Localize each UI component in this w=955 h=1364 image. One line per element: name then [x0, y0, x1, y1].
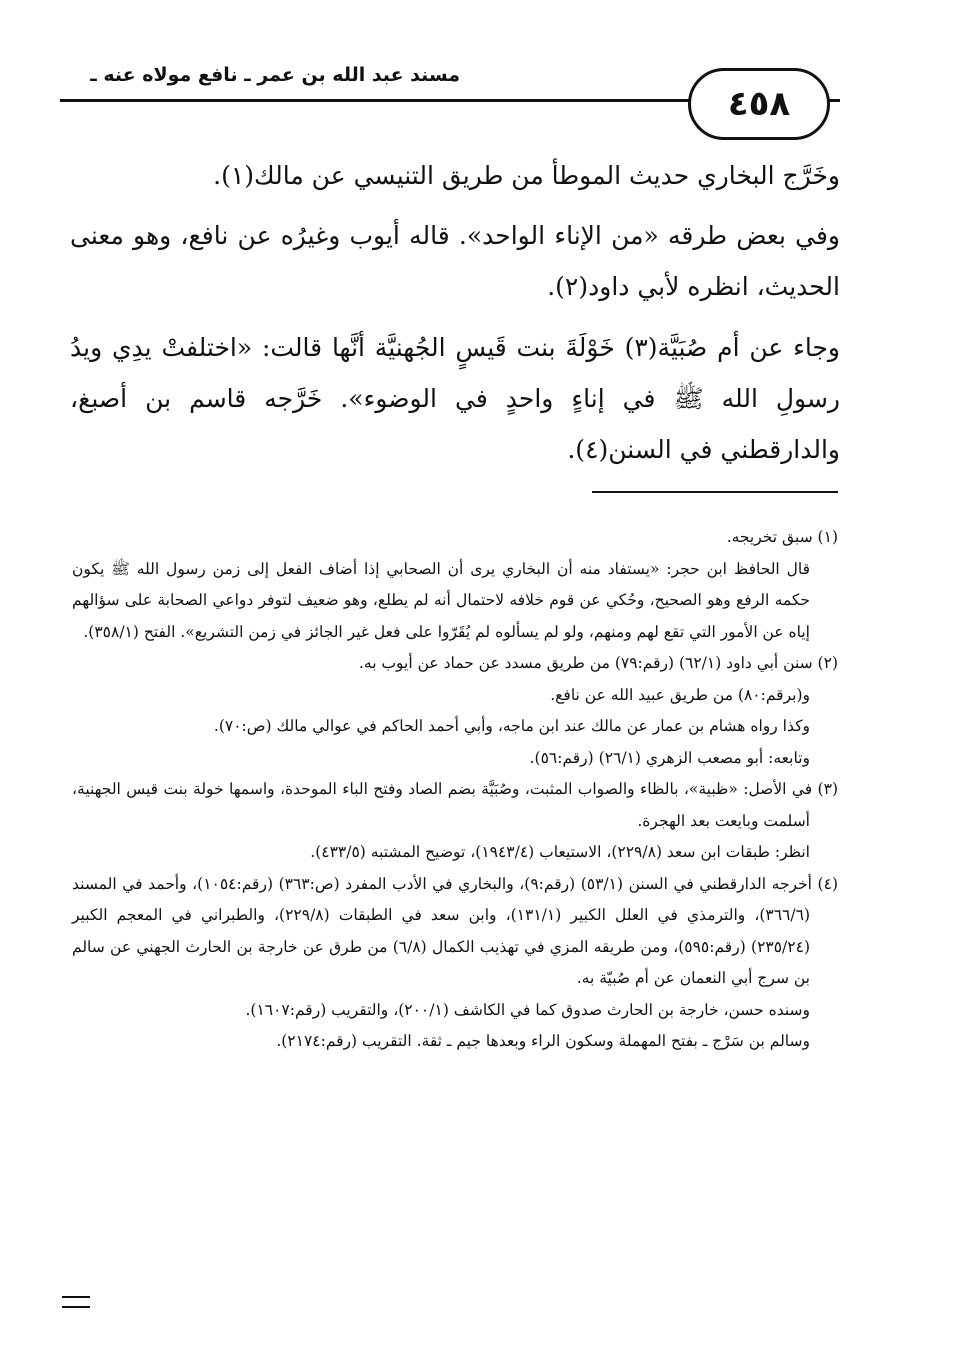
end-mark-line-top — [62, 1296, 90, 1298]
main-paragraph-3 — [70, 322, 840, 475]
main-text-3: وجاء عن أم صُبَيَّة(٣) خَوْلَةَ بنت قَيسٍ الجُهنيَّة أنَّها قالت: «اختلفتْ يدِي ويدُ رسولِ الله ﷺ في إناءٍ واحدٍ في الوضوء». خَرَّجه قاسم بن أصبغ، والدارقطني في السنن(٤). — [70, 333, 840, 464]
footnote-separator — [592, 491, 838, 493]
footnote-3: (٣) في الأصل: «ظبية»، بالظاء والصواب المثبت، وصُبَيَّة بضم الصاد وفتح الباء الموحدة، واسمها خولة بنت قيس الجهنية، أسلمت وبايعت بعد الهجرة. — [72, 780, 838, 830]
footnote-4-line-b: وسالم بن سَرْج ـ بفتح المهملة وسكون الراء وبعدها جيم ـ ثقة. التقريب (رقم:٢١٧٤). — [276, 1032, 810, 1050]
footnote-2-line-a: و(برقم:٨٠) من طريق عبيد الله عن نافع. — [550, 685, 810, 704]
running-header-title: مسند عبد الله بن عمر ـ نافع مولاه عنه ـ — [90, 64, 460, 86]
main-paragraph-2 — [70, 210, 840, 312]
footnote-1-quote: قال الحافظ ابن حجر: «يستفاد منه أن البخاري يرى أن الصحابي إذا أضاف الفعل إلى زمن رسول الله ﷺ يكون حكمه الرفع وهو الصحيح، وحُكي عن قوم خلافه لاحتمال أنه لم يطلع، وهو ضعيف لتوفر دواعي الصحابة على سؤالهم إياه عن الأمور التي تقع لهم ومنهم، ولو لم يسألوه لم يُقَرّوا على فعل غير الجائز في زمن التشريع». الفتح (٣٥٨/١). — [72, 559, 810, 641]
footnote-4: (٤) أخرجه الدارقطني في السنن (٥٣/١) (رقم:٩)، والبخاري في الأدب المفرد (ص:٣٦٣) (رقم:١٠٥٤)، وأحمد في المسند (٣٦٦/٦)، والترمذي في العلل الكبير (١٣١/١)، وابن سعد في الطبقات (٢٢٩/٨)، والطبراني في المعجم الكبير (٢٣٥/٢٤) (رقم:٥٩٥)، ومن طريقه المزي في تهذيب الكمال (٦/٨) من طرق عن خارجة بن الحارث الجهني عن سالم بن سرج أبي النعمان عن أم صُبيّة به. — [72, 874, 838, 987]
footnote-2-line-b: وكذا رواه هشام بن عمار عن مالك عند ابن ماجه، وأبي أحمد الحاكم في عوالي مالك (ص:٧٠). — [213, 717, 810, 735]
end-mark-line-bottom — [62, 1306, 90, 1308]
footnotes — [72, 522, 838, 1058]
footnote-1: (١) سبق تخريجه. — [726, 528, 838, 546]
end-of-page-mark — [62, 1296, 90, 1308]
main-text-1: وخَرَّج البخاري حديث الموطأ من طريق التنيسي عن مالك(١). — [213, 161, 840, 190]
footnote-2-line-c: وتابعه: أبو مصعب الزهري (٢٦/١) (رقم:٥٦). — [529, 748, 810, 767]
main-text-2: وفي بعض طرقه «من الإناء الواحد». قاله أيوب وغيرُه عن نافع، وهو معنى الحديث، انظره لأبي داود(٢). — [70, 221, 840, 301]
footnote-2: (٢) سنن أبي داود (٦٢/١) (رقم:٧٩) من طريق مسدد عن حماد عن أيوب به. — [358, 654, 838, 672]
page-number: ٤٥٨ — [688, 68, 830, 140]
main-paragraph-1 — [70, 150, 840, 201]
footnote-4-line-a: وسنده حسن، خارجة بن الحارث صدوق كما في الكاشف (٢٠٠/١)، والتقريب (رقم:١٦٠٧). — [245, 1000, 810, 1019]
footnote-3-line-a: انظر: طبقات ابن سعد (٢٢٩/٨)، الاستيعاب (١٩٤٣/٤)، توضيح المشتبه (٤٣٣/٥). — [310, 843, 810, 861]
